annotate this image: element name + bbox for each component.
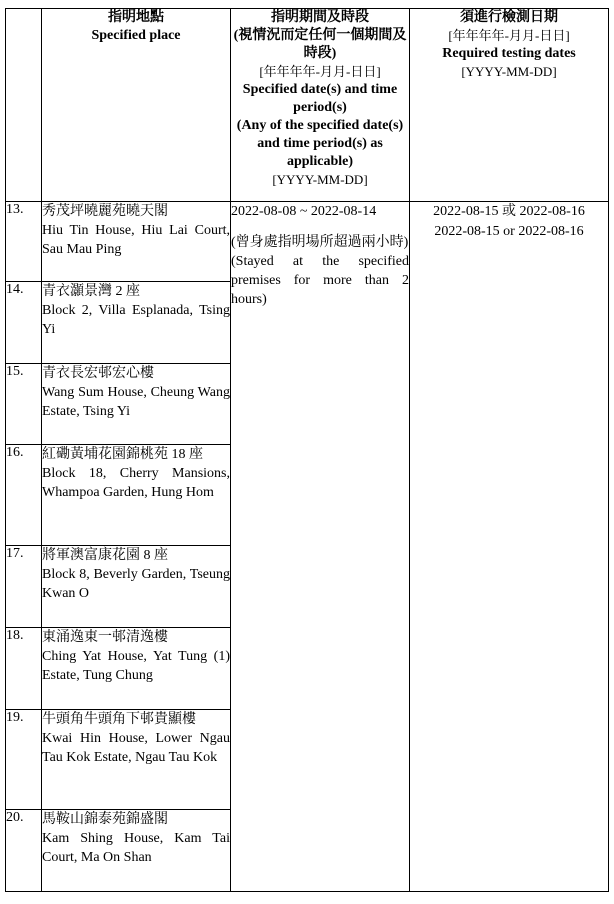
header-place-en: Specified place (91, 28, 181, 43)
row-number: 15. (6, 364, 42, 445)
header-testing-en: Required testing dates (442, 46, 576, 61)
header-period (231, 9, 410, 202)
place-en: Kam Shing House, Kam Tai Court, Ma On Shan (42, 831, 230, 865)
place-zh: 青衣長宏邨宏心樓 (42, 366, 154, 381)
header-period-en: Specified date(s) and time period(s) (242, 82, 398, 115)
period-range: 2022-08-08 ~ 2022-08-14 (231, 204, 377, 219)
place-en: Wang Sum House, Cheung Wang Estate, Tsing Yi (42, 385, 230, 419)
period-cell (231, 202, 410, 892)
place-en: Hiu Tin House, Hiu Lai Court, Sau Mau Ping (42, 223, 230, 257)
row-number: 19. (6, 710, 42, 810)
specified-places-table (5, 8, 609, 892)
header-place-zh: 指明地點 (108, 10, 164, 25)
header-period-format-zh: [年年年年-月月-日日] (259, 64, 381, 79)
header-row (6, 9, 609, 202)
place-zh: 東涌逸東一邨清逸樓 (42, 630, 168, 645)
header-period-zh: 指明期間及時段 (271, 10, 369, 25)
header-testing-format-zh: [年年年年-月月-日日] (448, 28, 570, 43)
place-en: Block 2, Villa Esplanada, Tsing Yi (42, 303, 230, 337)
place-cell (42, 546, 231, 628)
header-place (42, 9, 231, 202)
testing-dates-zh: 2022-08-15 或 2022-08-16 (433, 204, 585, 219)
testing-cell (410, 202, 609, 892)
header-period-zh-note: (視情況而定任何一個期間及時段) (233, 28, 407, 61)
place-cell (42, 364, 231, 445)
place-cell (42, 282, 231, 364)
header-testing-format-en: [YYYY-MM-DD] (461, 64, 557, 79)
header-number-cell (6, 9, 42, 202)
place-cell (42, 628, 231, 710)
place-en: Block 8, Beverly Garden, Tseung Kwan O (42, 567, 230, 601)
place-zh: 青衣灝景灣 2 座 (42, 284, 140, 299)
header-testing-zh: 須進行檢測日期 (460, 10, 558, 25)
header-testing (410, 9, 609, 202)
row-number: 20. (6, 810, 42, 892)
row-number: 14. (6, 282, 42, 364)
row-number: 17. (6, 546, 42, 628)
header-period-format-en: [YYYY-MM-DD] (272, 172, 368, 187)
place-cell (42, 202, 231, 282)
row-number: 16. (6, 445, 42, 546)
header-period-en-note: (Any of the specified date(s) and time period(s) as applicable) (236, 118, 404, 169)
place-cell (42, 810, 231, 892)
place-zh: 紅磡黃埔花園錦桃苑 18 座 (42, 447, 203, 462)
place-zh: 將軍澳富康花園 8 座 (42, 548, 168, 563)
table-row (6, 202, 609, 282)
place-cell (42, 710, 231, 810)
place-zh: 馬鞍山錦泰苑錦盛閣 (42, 812, 168, 827)
period-note-zh: (曾身處指明場所超過兩小時) (231, 235, 409, 250)
period-note-en: (Stayed at the specified premises for more than 2 hours) (231, 254, 409, 307)
testing-dates-en: 2022-08-15 or 2022-08-16 (434, 224, 584, 239)
place-en: Ching Yat House, Yat Tung (1) Estate, Tung Chung (42, 649, 230, 683)
place-zh: 秀茂坪曉麗苑曉天閣 (42, 204, 168, 219)
place-cell (42, 445, 231, 546)
row-number: 18. (6, 628, 42, 710)
row-number: 13. (6, 202, 42, 282)
place-en: Block 18, Cherry Mansions, Whampoa Garden, Hung Hom (42, 466, 230, 500)
place-en: Kwai Hin House, Lower Ngau Tau Kok Estate, Ngau Tau Kok (42, 731, 230, 765)
place-zh: 牛頭角牛頭角下邨貴顯樓 (42, 712, 196, 727)
